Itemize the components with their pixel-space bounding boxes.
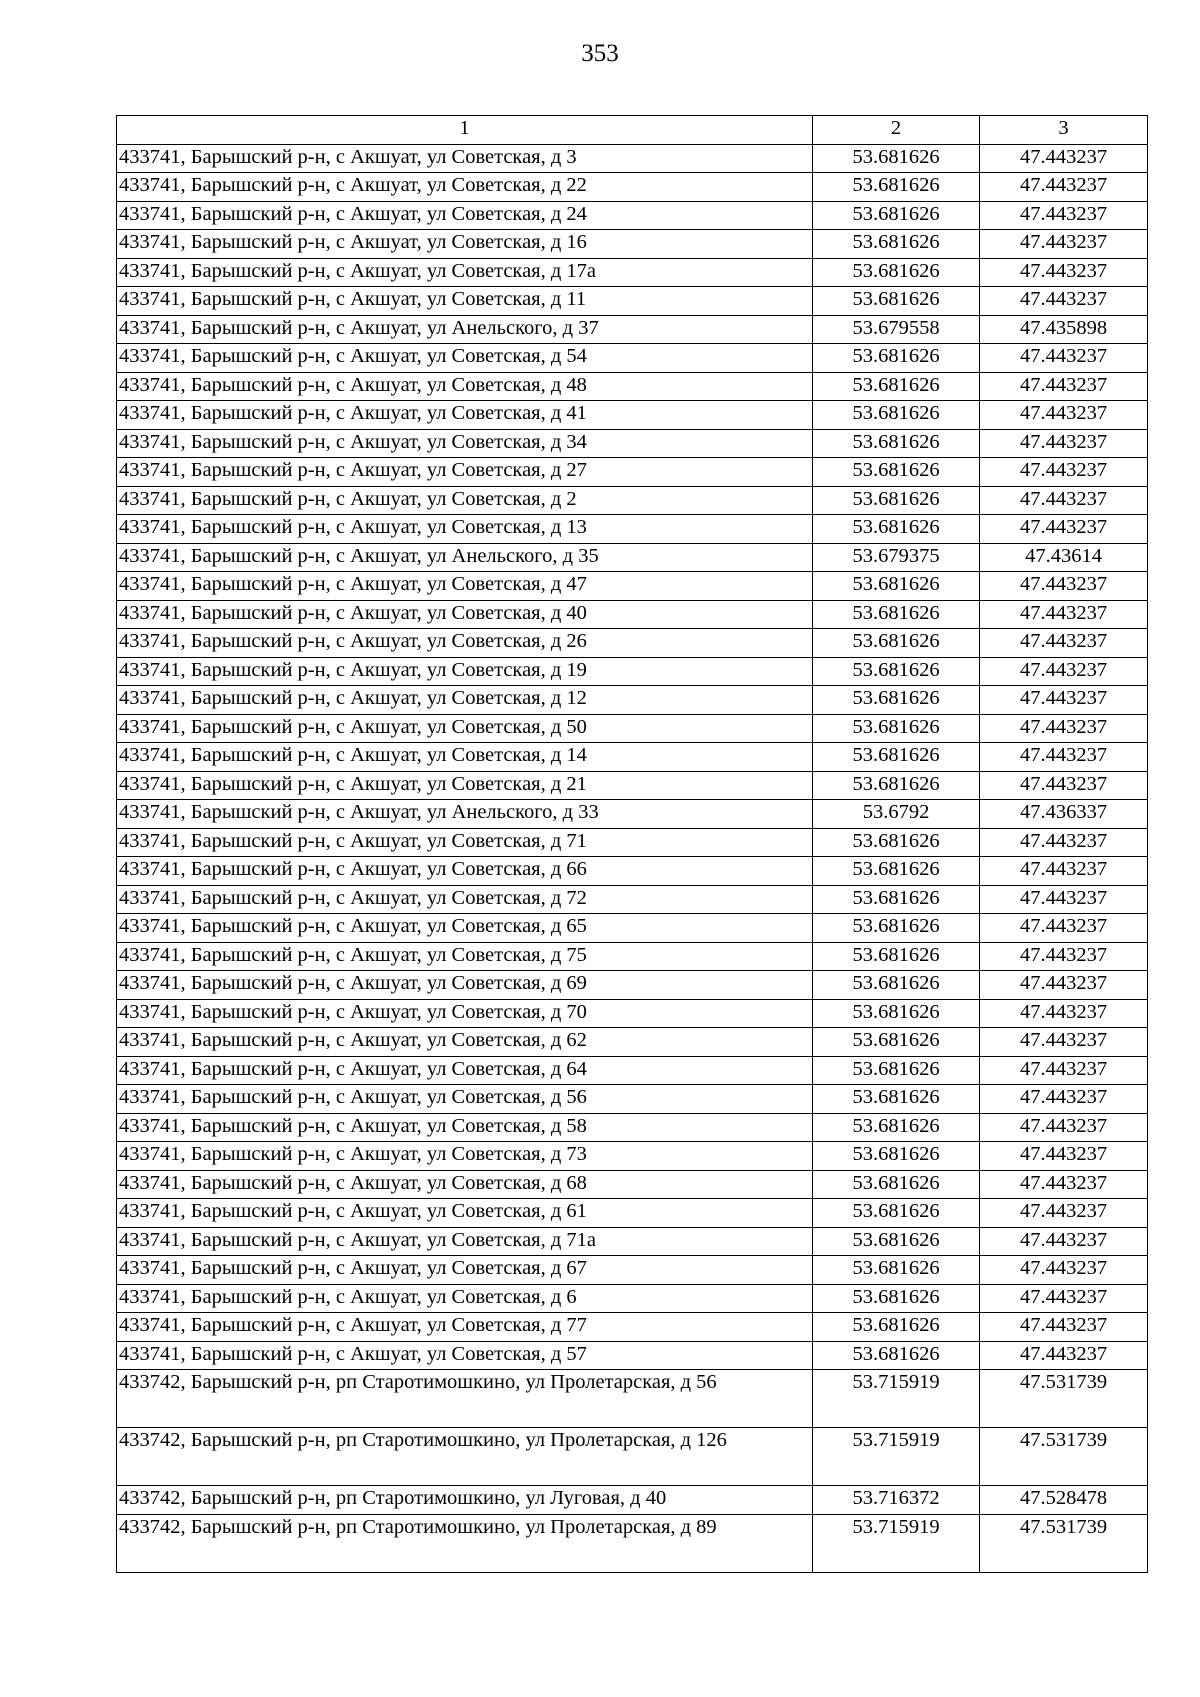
longitude-cell: 47.443237 (980, 1142, 1148, 1171)
table-row (117, 629, 1148, 658)
latitude-cell: 53.681626 (813, 144, 980, 173)
address-cell: 433742, Барышский р-н, рп Старотимошкино, ул Пролетарская, д 89 (117, 1514, 813, 1572)
latitude-cell: 53.681626 (813, 173, 980, 202)
latitude-cell: 53.681626 (813, 743, 980, 772)
column-header-3: 3 (980, 116, 1148, 145)
table-row (117, 1085, 1148, 1114)
table-body (117, 144, 1148, 1572)
table-row (117, 486, 1148, 515)
table-row (117, 828, 1148, 857)
longitude-cell: 47.443237 (980, 230, 1148, 259)
address-cell: 433741, Барышский р-н, с Акшуат, ул Советская, д 40 (117, 600, 813, 629)
table-row (117, 914, 1148, 943)
latitude-cell: 53.681626 (813, 1113, 980, 1142)
longitude-cell: 47.443237 (980, 1028, 1148, 1057)
address-cell: 433741, Барышский р-н, с Акшуат, ул Советская, д 73 (117, 1142, 813, 1171)
table-row (117, 515, 1148, 544)
address-cell: 433741, Барышский р-н, с Акшуат, ул Советская, д 75 (117, 942, 813, 971)
table-row (117, 401, 1148, 430)
table-row (117, 1370, 1148, 1428)
latitude-cell: 53.6792 (813, 800, 980, 829)
table-row (117, 173, 1148, 202)
table-row (117, 686, 1148, 715)
address-cell: 433741, Барышский р-н, с Акшуат, ул Советская, д 54 (117, 344, 813, 373)
longitude-cell: 47.443237 (980, 657, 1148, 686)
address-cell: 433741, Барышский р-н, с Акшуат, ул Советская, д 11 (117, 287, 813, 316)
address-cell: 433741, Барышский р-н, с Акшуат, ул Советская, д 14 (117, 743, 813, 772)
longitude-cell: 47.443237 (980, 515, 1148, 544)
table-row (117, 344, 1148, 373)
address-cell: 433741, Барышский р-н, с Акшуат, ул Анельского, д 33 (117, 800, 813, 829)
address-cell: 433741, Барышский р-н, с Акшуат, ул Советская, д 71 (117, 828, 813, 857)
latitude-cell: 53.681626 (813, 258, 980, 287)
address-cell: 433741, Барышский р-н, с Акшуат, ул Советская, д 22 (117, 173, 813, 202)
longitude-cell: 47.435898 (980, 315, 1148, 344)
longitude-cell: 47.443237 (980, 1056, 1148, 1085)
address-cell: 433741, Барышский р-н, с Акшуат, ул Анельского, д 35 (117, 543, 813, 572)
longitude-cell: 47.443237 (980, 714, 1148, 743)
longitude-cell: 47.443237 (980, 401, 1148, 430)
address-cell: 433741, Барышский р-н, с Акшуат, ул Советская, д 58 (117, 1113, 813, 1142)
longitude-cell: 47.443237 (980, 857, 1148, 886)
table-row (117, 258, 1148, 287)
table-row (117, 1256, 1148, 1285)
longitude-cell: 47.443237 (980, 1256, 1148, 1285)
latitude-cell: 53.681626 (813, 1028, 980, 1057)
latitude-cell: 53.681626 (813, 1341, 980, 1370)
address-cell: 433741, Барышский р-н, с Акшуат, ул Советская, д 47 (117, 572, 813, 601)
longitude-cell: 47.443237 (980, 629, 1148, 658)
address-cell: 433741, Барышский р-н, с Акшуат, ул Советская, д 24 (117, 201, 813, 230)
table-row (117, 429, 1148, 458)
longitude-cell: 47.443237 (980, 1113, 1148, 1142)
table-row (117, 1313, 1148, 1342)
table-row (117, 144, 1148, 173)
latitude-cell: 53.681626 (813, 230, 980, 259)
longitude-cell: 47.443237 (980, 201, 1148, 230)
page-number: 353 (581, 40, 619, 67)
latitude-cell: 53.681626 (813, 401, 980, 430)
longitude-cell: 47.436337 (980, 800, 1148, 829)
table-row (117, 1227, 1148, 1256)
address-coordinates-table (116, 115, 1148, 1573)
latitude-cell: 53.681626 (813, 1284, 980, 1313)
latitude-cell: 53.681626 (813, 572, 980, 601)
address-cell: 433741, Барышский р-н, с Акшуат, ул Советская, д 57 (117, 1341, 813, 1370)
address-cell: 433741, Барышский р-н, с Акшуат, ул Советская, д 66 (117, 857, 813, 886)
latitude-cell: 53.681626 (813, 914, 980, 943)
address-cell: 433741, Барышский р-н, с Акшуат, ул Советская, д 34 (117, 429, 813, 458)
latitude-cell: 53.681626 (813, 344, 980, 373)
latitude-cell: 53.681626 (813, 999, 980, 1028)
address-cell: 433741, Барышский р-н, с Акшуат, ул Советская, д 64 (117, 1056, 813, 1085)
address-cell: 433741, Барышский р-н, с Акшуат, ул Советская, д 16 (117, 230, 813, 259)
address-cell: 433741, Барышский р-н, с Акшуат, ул Советская, д 17а (117, 258, 813, 287)
latitude-cell: 53.681626 (813, 1085, 980, 1114)
column-header-2: 2 (813, 116, 980, 145)
table-row (117, 800, 1148, 829)
latitude-cell: 53.681626 (813, 686, 980, 715)
table-row (117, 201, 1148, 230)
address-cell: 433741, Барышский р-н, с Акшуат, ул Советская, д 67 (117, 1256, 813, 1285)
longitude-cell: 47.443237 (980, 1085, 1148, 1114)
table-row (117, 572, 1148, 601)
longitude-cell: 47.443237 (980, 885, 1148, 914)
address-cell: 433741, Барышский р-н, с Акшуат, ул Советская, д 26 (117, 629, 813, 658)
address-cell: 433741, Барышский р-н, с Акшуат, ул Советская, д 41 (117, 401, 813, 430)
longitude-cell: 47.443237 (980, 999, 1148, 1028)
address-cell: 433741, Барышский р-н, с Акшуат, ул Советская, д 77 (117, 1313, 813, 1342)
latitude-cell: 53.681626 (813, 657, 980, 686)
longitude-cell: 47.443237 (980, 971, 1148, 1000)
latitude-cell: 53.679375 (813, 543, 980, 572)
address-cell: 433741, Барышский р-н, с Акшуат, ул Советская, д 69 (117, 971, 813, 1000)
table-row (117, 458, 1148, 487)
address-cell: 433741, Барышский р-н, с Акшуат, ул Советская, д 50 (117, 714, 813, 743)
address-cell: 433741, Барышский р-н, с Акшуат, ул Советская, д 13 (117, 515, 813, 544)
longitude-cell: 47.443237 (980, 258, 1148, 287)
latitude-cell: 53.681626 (813, 1142, 980, 1171)
table-row (117, 714, 1148, 743)
latitude-cell: 53.681626 (813, 1256, 980, 1285)
longitude-cell: 47.443237 (980, 771, 1148, 800)
address-cell: 433741, Барышский р-н, с Акшуат, ул Советская, д 56 (117, 1085, 813, 1114)
latitude-cell: 53.681626 (813, 458, 980, 487)
table-row (117, 857, 1148, 886)
address-cell: 433741, Барышский р-н, с Акшуат, ул Советская, д 48 (117, 372, 813, 401)
longitude-cell: 47.531739 (980, 1428, 1148, 1486)
latitude-cell: 53.715919 (813, 1370, 980, 1428)
table-row (117, 771, 1148, 800)
latitude-cell: 53.681626 (813, 857, 980, 886)
table-row (117, 1170, 1148, 1199)
latitude-cell: 53.681626 (813, 942, 980, 971)
table-row (117, 315, 1148, 344)
table-row (117, 1284, 1148, 1313)
latitude-cell: 53.681626 (813, 1056, 980, 1085)
latitude-cell: 53.681626 (813, 885, 980, 914)
address-cell: 433741, Барышский р-н, с Акшуат, ул Советская, д 12 (117, 686, 813, 715)
address-cell: 433741, Барышский р-н, с Акшуат, ул Советская, д 68 (117, 1170, 813, 1199)
latitude-cell: 53.715919 (813, 1428, 980, 1486)
table-row (117, 1113, 1148, 1142)
address-cell: 433741, Барышский р-н, с Акшуат, ул Советская, д 6 (117, 1284, 813, 1313)
latitude-cell: 53.681626 (813, 714, 980, 743)
longitude-cell: 47.443237 (980, 572, 1148, 601)
longitude-cell: 47.443237 (980, 173, 1148, 202)
longitude-cell: 47.443237 (980, 600, 1148, 629)
longitude-cell: 47.443237 (980, 372, 1148, 401)
longitude-cell: 47.443237 (980, 1170, 1148, 1199)
latitude-cell: 53.715919 (813, 1514, 980, 1572)
longitude-cell: 47.443237 (980, 1313, 1148, 1342)
longitude-cell: 47.443237 (980, 1227, 1148, 1256)
latitude-cell: 53.679558 (813, 315, 980, 344)
longitude-cell: 47.443237 (980, 287, 1148, 316)
table-row (117, 1514, 1148, 1572)
table-row (117, 287, 1148, 316)
table-row (117, 543, 1148, 572)
latitude-cell: 53.681626 (813, 486, 980, 515)
latitude-cell: 53.681626 (813, 629, 980, 658)
longitude-cell: 47.443237 (980, 686, 1148, 715)
longitude-cell: 47.443237 (980, 458, 1148, 487)
longitude-cell: 47.443237 (980, 344, 1148, 373)
table-row (117, 230, 1148, 259)
table-row (117, 1199, 1148, 1228)
table-row (117, 1056, 1148, 1085)
longitude-cell: 47.531739 (980, 1370, 1148, 1428)
address-cell: 433742, Барышский р-н, рп Старотимошкино, ул Пролетарская, д 126 (117, 1428, 813, 1486)
address-cell: 433741, Барышский р-н, с Акшуат, ул Советская, д 71а (117, 1227, 813, 1256)
longitude-cell: 47.443237 (980, 429, 1148, 458)
table-row (117, 1028, 1148, 1057)
longitude-cell: 47.443237 (980, 1341, 1148, 1370)
longitude-cell: 47.443237 (980, 486, 1148, 515)
longitude-cell: 47.443237 (980, 914, 1148, 943)
address-cell: 433742, Барышский р-н, рп Старотимошкино, ул Луговая, д 40 (117, 1486, 813, 1515)
longitude-cell: 47.443237 (980, 743, 1148, 772)
address-cell: 433742, Барышский р-н, рп Старотимошкино, ул Пролетарская, д 56 (117, 1370, 813, 1428)
address-cell: 433741, Барышский р-н, с Акшуат, ул Советская, д 2 (117, 486, 813, 515)
address-cell: 433741, Барышский р-н, с Акшуат, ул Советская, д 65 (117, 914, 813, 943)
latitude-cell: 53.681626 (813, 1227, 980, 1256)
latitude-cell: 53.681626 (813, 287, 980, 316)
latitude-cell: 53.716372 (813, 1486, 980, 1515)
table-row (117, 1142, 1148, 1171)
table-row (117, 372, 1148, 401)
longitude-cell: 47.443237 (980, 144, 1148, 173)
table-row (117, 743, 1148, 772)
latitude-cell: 53.681626 (813, 600, 980, 629)
table-header-row (117, 116, 1148, 145)
latitude-cell: 53.681626 (813, 1313, 980, 1342)
table-row (117, 971, 1148, 1000)
longitude-cell: 47.531739 (980, 1514, 1148, 1572)
longitude-cell: 47.43614 (980, 543, 1148, 572)
table-row (117, 657, 1148, 686)
latitude-cell: 53.681626 (813, 1199, 980, 1228)
longitude-cell: 47.443237 (980, 1284, 1148, 1313)
table-row (117, 942, 1148, 971)
latitude-cell: 53.681626 (813, 828, 980, 857)
longitude-cell: 47.528478 (980, 1486, 1148, 1515)
longitude-cell: 47.443237 (980, 828, 1148, 857)
table-row (117, 885, 1148, 914)
table-row (117, 1341, 1148, 1370)
address-cell: 433741, Барышский р-н, с Акшуат, ул Советская, д 62 (117, 1028, 813, 1057)
latitude-cell: 53.681626 (813, 771, 980, 800)
latitude-cell: 53.681626 (813, 1170, 980, 1199)
column-header-1: 1 (117, 116, 813, 145)
address-cell: 433741, Барышский р-н, с Акшуат, ул Советская, д 72 (117, 885, 813, 914)
address-cell: 433741, Барышский р-н, с Акшуат, ул Анельского, д 37 (117, 315, 813, 344)
table-row (117, 1428, 1148, 1486)
table-row (117, 999, 1148, 1028)
latitude-cell: 53.681626 (813, 201, 980, 230)
address-cell: 433741, Барышский р-н, с Акшуат, ул Советская, д 3 (117, 144, 813, 173)
address-cell: 433741, Барышский р-н, с Акшуат, ул Советская, д 61 (117, 1199, 813, 1228)
longitude-cell: 47.443237 (980, 942, 1148, 971)
latitude-cell: 53.681626 (813, 429, 980, 458)
latitude-cell: 53.681626 (813, 372, 980, 401)
latitude-cell: 53.681626 (813, 515, 980, 544)
address-cell: 433741, Барышский р-н, с Акшуат, ул Советская, д 70 (117, 999, 813, 1028)
latitude-cell: 53.681626 (813, 971, 980, 1000)
address-cell: 433741, Барышский р-н, с Акшуат, ул Советская, д 19 (117, 657, 813, 686)
longitude-cell: 47.443237 (980, 1199, 1148, 1228)
table-row (117, 1486, 1148, 1515)
table-row (117, 600, 1148, 629)
address-cell: 433741, Барышский р-н, с Акшуат, ул Советская, д 27 (117, 458, 813, 487)
address-cell: 433741, Барышский р-н, с Акшуат, ул Советская, д 21 (117, 771, 813, 800)
